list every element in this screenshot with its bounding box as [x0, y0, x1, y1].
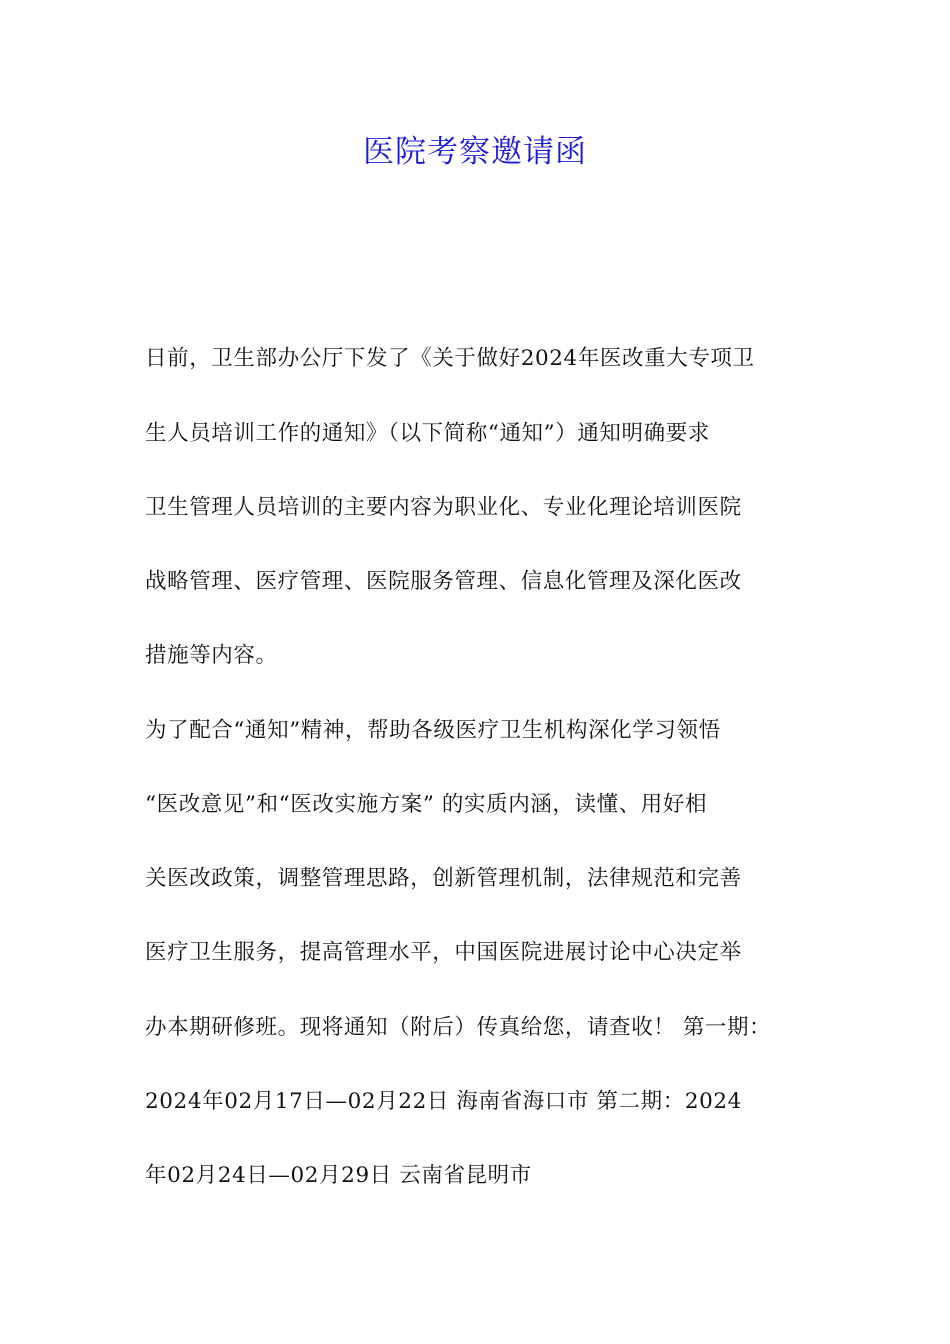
body-line: 年02月24日—02月29日 云南省昆明市	[145, 1163, 532, 1188]
body-line: 办本期研修班。现将通知（附后）传真给您，请查收！ 第一期：	[145, 1015, 772, 1040]
body-line: 关医改政策，调整管理思路，创新管理机制，法律规范和完善	[145, 866, 742, 891]
body-line: 卫生管理人员培训的主要内容为职业化、专业化理论培训医院	[145, 495, 742, 520]
body-line: “医改意见”和“医改实施方案” 的实质内涵，读懂、用好相	[145, 792, 708, 817]
body-line: 2024年02月17日—02月22日 海南省海口市 第二期：2024	[145, 1089, 742, 1114]
body-line: 医疗卫生服务，提高管理水平，中国医院进展讨论中心决定举	[145, 940, 742, 965]
document-title: 医院考察邀请函	[363, 134, 587, 170]
body-line: 生人员培训工作的通知》（以下简称“通知”）通知明确要求	[145, 421, 710, 446]
body-line: 日前，卫生部办公厅下发了《关于做好2024年医改重大专项卫	[145, 346, 755, 371]
body-line: 为了配合“通知”精神，帮助各级医疗卫生机构深化学习领悟	[145, 718, 721, 743]
body-line: 战略管理、医疗管理、医院服务管理、信息化管理及深化医改	[145, 569, 742, 594]
body-line: 措施等内容。	[145, 643, 278, 668]
